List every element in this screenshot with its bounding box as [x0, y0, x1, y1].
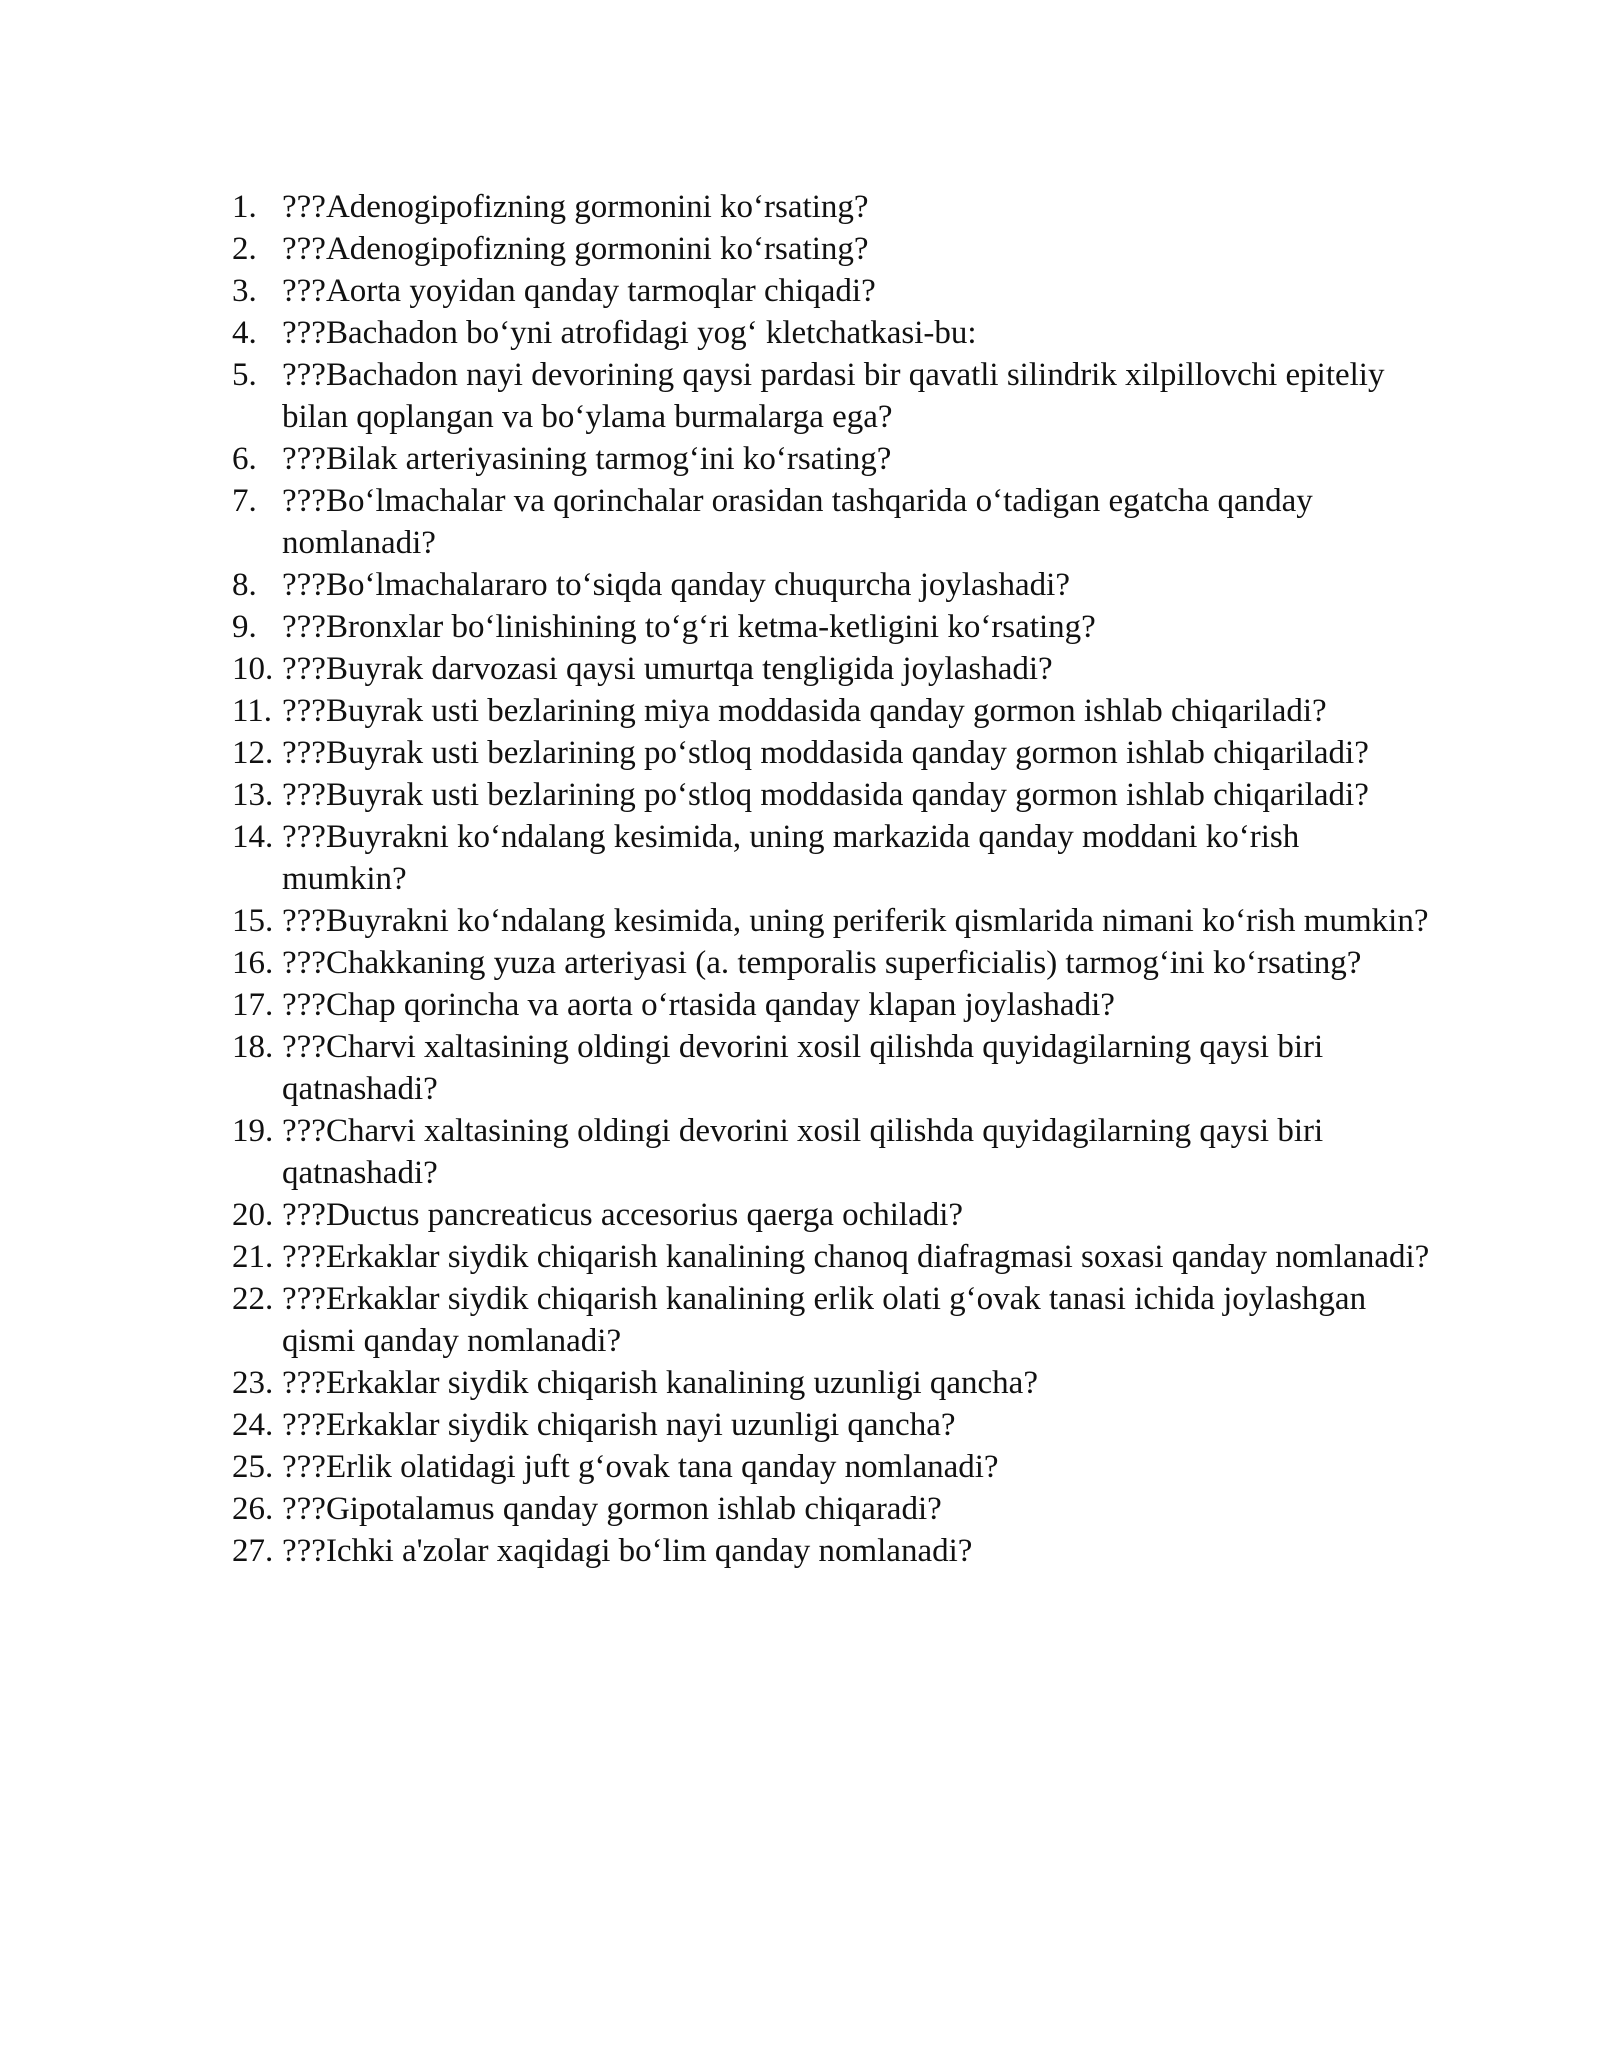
- question-item: [232, 774, 1432, 816]
- question-item: [232, 942, 1432, 984]
- question-text: ???Bronxlar boʻlinishining toʻgʻri ketma-ketligini koʻrsating?: [282, 609, 1096, 645]
- question-item: [232, 228, 1432, 270]
- question-item: [232, 732, 1432, 774]
- question-item: [232, 270, 1432, 312]
- question-number: 13.: [232, 777, 274, 813]
- question-number: 19.: [232, 1113, 274, 1149]
- question-item: [232, 1404, 1432, 1446]
- question-text: ???Chap qorincha va aorta oʻrtasida qanday klapan joylashadi?: [282, 987, 1115, 1023]
- question-text: ???Boʻlmachalararo toʻsiqda qanday chuqurcha joylashadi?: [282, 567, 1070, 603]
- question-number: 23.: [232, 1365, 274, 1401]
- question-text: ???Aorta yoyidan qanday tarmoqlar chiqadi?: [282, 273, 876, 309]
- question-item: [232, 186, 1432, 228]
- question-number: 6.: [232, 441, 257, 477]
- question-number: 5.: [232, 357, 257, 393]
- question-number: 2.: [232, 231, 257, 267]
- question-text: ???Buyrakni koʻndalang kesimida, uning markazida qanday moddani koʻrish mumkin?: [282, 819, 1300, 897]
- question-text: ???Buyrak usti bezlarining miya moddasida qanday gormon ishlab chiqariladi?: [282, 693, 1327, 729]
- question-item: [232, 1488, 1432, 1530]
- question-item: [232, 564, 1432, 606]
- question-text: ???Buyrak darvozasi qaysi umurtqa tengligida joylashadi?: [282, 651, 1053, 687]
- question-item: [232, 1362, 1432, 1404]
- question-number: 25.: [232, 1449, 274, 1485]
- question-item: [232, 1530, 1432, 1572]
- question-number: 10.: [232, 651, 274, 687]
- question-number: 12.: [232, 735, 274, 771]
- question-item: [232, 984, 1432, 1026]
- question-text: ???Chakkaning yuza arteriyasi (a. temporalis superficialis) tarmogʻini koʻrsating?: [282, 945, 1362, 981]
- question-number: 1.: [232, 189, 257, 225]
- question-item: [232, 1446, 1432, 1488]
- question-text: ???Buyrakni koʻndalang kesimida, uning periferik qismlarida nimani koʻrish mumkin?: [282, 903, 1429, 939]
- question-number: 24.: [232, 1407, 274, 1443]
- question-number: 15.: [232, 903, 274, 939]
- question-number: 7.: [232, 483, 257, 519]
- question-text: ???Charvi xaltasining oldingi devorini xosil qilishda quyidagilarning qaysi biri qatnashadi?: [282, 1029, 1324, 1107]
- question-item: [232, 1236, 1432, 1278]
- question-item: [232, 816, 1432, 900]
- question-text: ???Erkaklar siydik chiqarish kanalining chanoq diafragmasi soxasi qanday nomlanadi?: [282, 1239, 1430, 1275]
- question-text: ???Buyrak usti bezlarining poʻstloq moddasida qanday gormon ishlab chiqariladi?: [282, 735, 1369, 771]
- question-item: [232, 1194, 1432, 1236]
- question-number: 20.: [232, 1197, 274, 1233]
- question-text: ???Erkaklar siydik chiqarish kanalining uzunligi qancha?: [282, 1365, 1038, 1401]
- question-text: ???Ichki a'zolar xaqidagi boʻlim qanday nomlanadi?: [282, 1533, 973, 1569]
- question-number: 27.: [232, 1533, 274, 1569]
- question-item: [232, 606, 1432, 648]
- question-number: 4.: [232, 315, 257, 351]
- question-number: 21.: [232, 1239, 274, 1275]
- question-text: ???Adenogipofizning gormonini koʻrsating?: [282, 189, 869, 225]
- question-text: ???Boʻlmachalar va qorinchalar orasidan tashqarida oʻtadigan egatcha qanday nomlanadi?: [282, 483, 1313, 561]
- question-list: [232, 186, 1432, 1572]
- question-item: [232, 312, 1432, 354]
- question-number: 14.: [232, 819, 274, 855]
- question-number: 22.: [232, 1281, 274, 1317]
- question-text: ???Bilak arteriyasining tarmogʻini koʻrsating?: [282, 441, 892, 477]
- question-item: [232, 1026, 1432, 1110]
- question-number: 18.: [232, 1029, 274, 1065]
- question-text: ???Buyrak usti bezlarining poʻstloq moddasida qanday gormon ishlab chiqariladi?: [282, 777, 1369, 813]
- question-item: [232, 1110, 1432, 1194]
- question-text: ???Erlik olatidagi juft gʻovak tana qanday nomlanadi?: [282, 1449, 999, 1485]
- question-number: 9.: [232, 609, 257, 645]
- question-number: 26.: [232, 1491, 274, 1527]
- question-text: ???Erkaklar siydik chiqarish nayi uzunligi qancha?: [282, 1407, 956, 1443]
- question-text: ???Erkaklar siydik chiqarish kanalining erlik olati gʻovak tanasi ichida joylashgan qismi qanday nomlanadi?: [282, 1281, 1367, 1359]
- question-item: [232, 354, 1432, 438]
- question-item: [232, 900, 1432, 942]
- question-text: ???Ductus pancreaticus accesorius qaerga ochiladi?: [282, 1197, 964, 1233]
- question-number: 3.: [232, 273, 257, 309]
- question-text: ???Charvi xaltasining oldingi devorini xosil qilishda quyidagilarning qaysi biri qatnashadi?: [282, 1113, 1324, 1191]
- question-number: 8.: [232, 567, 257, 603]
- question-item: [232, 480, 1432, 564]
- question-number: 17.: [232, 987, 274, 1023]
- question-text: ???Adenogipofizning gormonini koʻrsating?: [282, 231, 869, 267]
- question-text: ???Bachadon boʻyni atrofidagi yogʻ kletchatkasi-bu:: [282, 315, 977, 351]
- question-item: [232, 1278, 1432, 1362]
- question-item: [232, 690, 1432, 732]
- question-number: 16.: [232, 945, 274, 981]
- question-text: ???Gipotalamus qanday gormon ishlab chiqaradi?: [282, 1491, 942, 1527]
- question-text: ???Bachadon nayi devorining qaysi pardasi bir qavatli silindrik xilpillovchi epiteliy bilan qoplangan va boʻylama burmalarga ega?: [282, 357, 1385, 435]
- question-number: 11.: [232, 693, 273, 729]
- question-item: [232, 648, 1432, 690]
- question-item: [232, 438, 1432, 480]
